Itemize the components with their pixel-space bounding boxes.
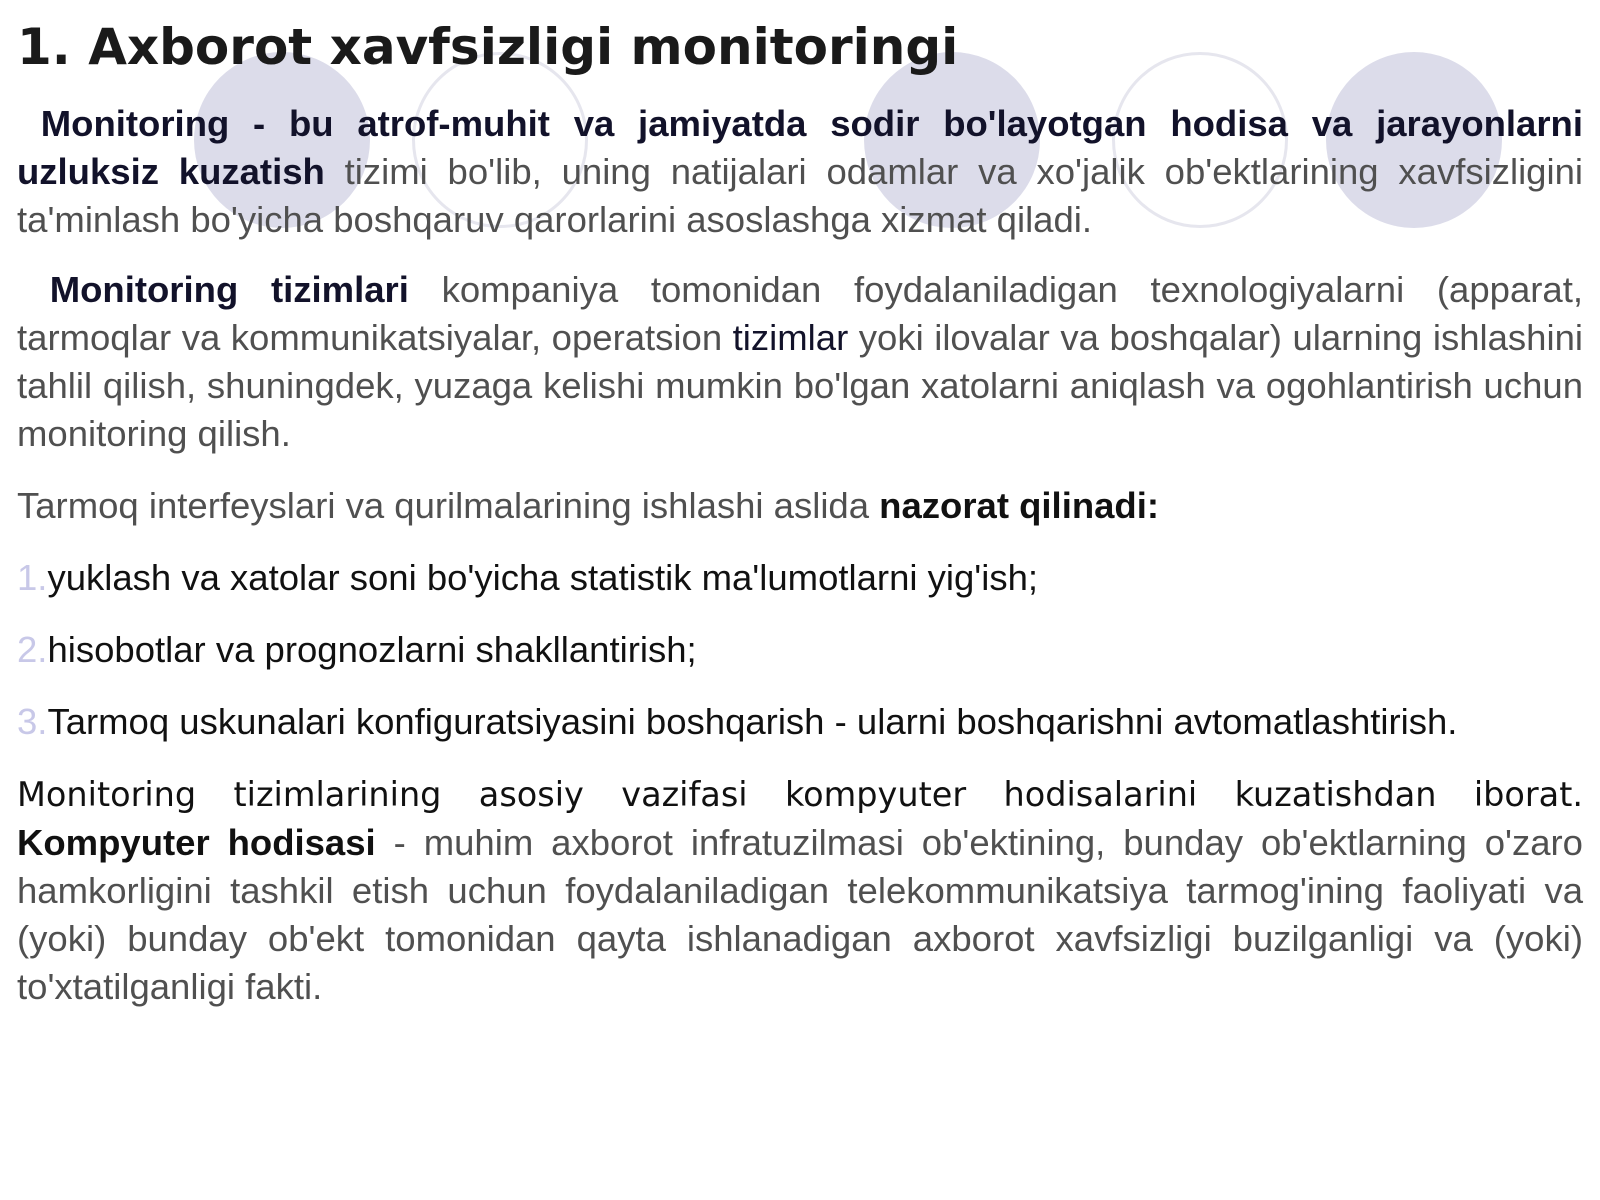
list-item-text: Tarmoq uskunalari konfiguratsiyasini boshqarish - ularni boshqarishni avtomatlashtirish.	[47, 701, 1458, 742]
list-item-number: 2.	[17, 629, 48, 670]
paragraph-computer-incident	[17, 770, 1583, 1011]
paragraph-control-intro	[17, 482, 1583, 530]
monitoring-systems-text-1: kompaniya tomonidan foydalaniladigan texnologiyalarni (apparat, tarmoqlar va kommunikatsiyalar, operatsion	[17, 269, 1583, 358]
list-item-text: yuklash va xatolar soni bo'yicha statistik ma'lumotlarni yig'ish;	[47, 557, 1039, 598]
monitoring-systems-term: tizimlar	[732, 317, 849, 358]
list-item	[17, 554, 1583, 602]
control-intro-bold: nazorat qilinadi:	[879, 485, 1160, 526]
paragraph-monitoring-definition	[17, 100, 1583, 244]
computer-incident-text: - muhim axborot infratuzilmasi ob'ektining, bunday ob'ektlarning o'zaro hamkorligini tashkil etish uchun foydalaniladigan telekommunikatsiya tarmog'ining faoliyati va (yoki) bunday ob'ekt tomonidan qayta ishlanadigan axborot xavfsizligi buzilganligi va (yoki) to'xtatilganligi fakti.	[17, 822, 1583, 1007]
monitoring-systems-bold: Monitoring tizimlari	[49, 269, 409, 310]
control-intro-text: Tarmoq interfeyslari va qurilmalarining ishlashi aslida	[17, 485, 880, 526]
paragraph-monitoring-systems	[17, 266, 1583, 458]
monitoring-definition-text: tizimi bo'lib, uning natijalari odamlar va xo'jalik ob'ektlarining xavfsizligini ta'minlash bo'yicha boshqaruv qarorlarini asoslashga xizmat qiladi.	[17, 151, 1583, 240]
monitoring-systems-text-2: yoki ilovalar va boshqalar) ularning ishlashini tahlil qilish, shuningdek, yuzaga kelishi mumkin bo'lgan xatolarni aniqlash va ogohlantirish uchun monitoring qilish.	[17, 317, 1583, 454]
computer-incident-bold: Kompyuter hodisasi	[17, 822, 376, 863]
list-item-text: hisobotlar va prognozlarni shakllantirish;	[47, 629, 697, 670]
list-item	[17, 698, 1583, 746]
computer-incident-lead: Monitoring tizimlarining asosiy vazifasi kompyuter hodisalarini kuzatishdan iborat.	[17, 775, 1583, 814]
list-item-number: 1.	[17, 557, 48, 598]
list-item	[17, 626, 1583, 674]
slide-content	[17, 0, 1583, 1011]
monitoring-definition-bold: Monitoring - bu atrof-muhit va jamiyatda sodir bo'layotgan hodisa va jarayonlarni uzluksiz kuzatish	[17, 103, 1583, 192]
slide-title: 1. Axborot xavfsizligi monitoringi	[17, 18, 959, 76]
list-item-number: 3.	[17, 701, 48, 742]
